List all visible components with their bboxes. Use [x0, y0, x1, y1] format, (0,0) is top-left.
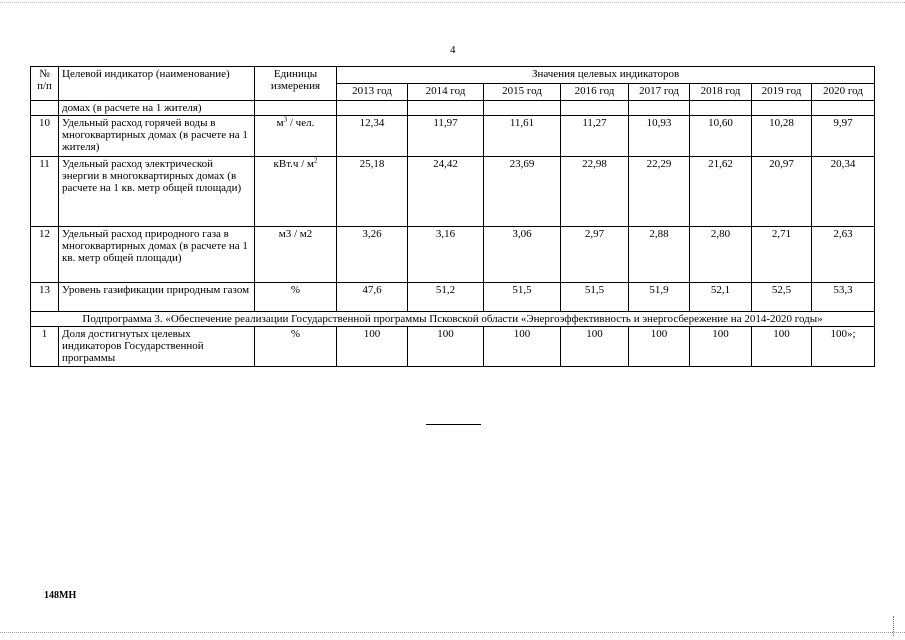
- header-year: 2016 год: [561, 84, 629, 101]
- row-indicator-name: Доля достигнутых целевых индикаторов Государственной программы: [59, 327, 255, 367]
- row-value: 10,60: [690, 116, 752, 157]
- row-value: 47,6: [337, 283, 408, 312]
- row-num: 13: [31, 283, 59, 312]
- header-indicator: Целевой индикатор (наименование): [59, 67, 255, 101]
- header-year: 2020 год: [812, 84, 875, 101]
- subprogram-title: Подпрограмма 3. «Обеспечение реализации Государственной программы Псковской области «Энергоэффективность и энергосбережение на 2014-2020 годы»: [31, 312, 875, 327]
- header-year: 2019 год: [752, 84, 812, 101]
- table-row: [31, 227, 875, 283]
- row-unit: м3 / м2: [255, 227, 337, 283]
- target-indicators-table: [30, 66, 875, 367]
- row-num: 12: [31, 227, 59, 283]
- continued-text: домах (в расчете на 1 жителя): [59, 101, 255, 116]
- header-units: Единицы измерения: [255, 67, 337, 101]
- row-value: 52,1: [690, 283, 752, 312]
- row-value: 25,18: [337, 157, 408, 227]
- row-value: 11,27: [561, 116, 629, 157]
- scan-edge-mark: [893, 616, 894, 636]
- footer-code: 148МН: [44, 590, 77, 601]
- row-value: 2,97: [561, 227, 629, 283]
- header-year: 2015 год: [484, 84, 561, 101]
- row-value: 11,97: [408, 116, 484, 157]
- row-value: 22,98: [561, 157, 629, 227]
- header-year: 2013 год: [337, 84, 408, 101]
- row-value: 100: [337, 327, 408, 367]
- row-value: 9,97: [812, 116, 875, 157]
- row-value: 10,93: [629, 116, 690, 157]
- row-value: 10,28: [752, 116, 812, 157]
- row-indicator-name: Удельный расход электрической энергии в многоквартирных домах (в расчете на 1 кв. метр общей площади): [59, 157, 255, 227]
- row-value: 12,34: [337, 116, 408, 157]
- row-unit: $м^3$ / чел.: [255, 116, 337, 157]
- row-value: 51,5: [484, 283, 561, 312]
- row-value: 100: [752, 327, 812, 367]
- row-value: 100: [484, 327, 561, 367]
- row-value: 24,42: [408, 157, 484, 227]
- row-value: 100: [561, 327, 629, 367]
- header-year: 2017 год: [629, 84, 690, 101]
- page-number: 4: [450, 44, 456, 56]
- header-num: № п/п: [31, 67, 59, 101]
- table-row: [31, 283, 875, 312]
- row-indicator-name: Удельный расход горячей воды в многоквартирных домах (в расчете на 1 жителя): [59, 116, 255, 157]
- header-year: 2014 год: [408, 84, 484, 101]
- scan-edge-bottom: [0, 632, 905, 633]
- row-unit: %: [255, 327, 337, 367]
- subprogram-row: [31, 312, 875, 327]
- table-row: [31, 116, 875, 157]
- row-value: 100: [629, 327, 690, 367]
- table-row: [31, 327, 875, 367]
- row-value: 22,29: [629, 157, 690, 227]
- row-value: 20,97: [752, 157, 812, 227]
- row-value: 53,3: [812, 283, 875, 312]
- section-divider: [426, 424, 481, 425]
- row-value: 20,34: [812, 157, 875, 227]
- row-value: 100»;: [812, 327, 875, 367]
- header-year: 2018 год: [690, 84, 752, 101]
- row-value: 3,16: [408, 227, 484, 283]
- table-row: [31, 157, 875, 227]
- row-value: 3,26: [337, 227, 408, 283]
- row-value: 11,61: [484, 116, 561, 157]
- row-value: 100: [690, 327, 752, 367]
- row-value: 2,88: [629, 227, 690, 283]
- row-value: 23,69: [484, 157, 561, 227]
- row-num: 1: [31, 327, 59, 367]
- scan-edge-top: [0, 2, 905, 3]
- row-value: 51,9: [629, 283, 690, 312]
- row-unit: $кВт.ч / м^2$: [255, 157, 337, 227]
- row-value: 3,06: [484, 227, 561, 283]
- row-value: 2,71: [752, 227, 812, 283]
- row-value: 51,2: [408, 283, 484, 312]
- row-value: 52,5: [752, 283, 812, 312]
- row-value: 51,5: [561, 283, 629, 312]
- row-indicator-name: Уровень газификации природным газом: [59, 283, 255, 312]
- row-value: 21,62: [690, 157, 752, 227]
- row-value: 100: [408, 327, 484, 367]
- row-value: 2,63: [812, 227, 875, 283]
- row-num: 10: [31, 116, 59, 157]
- row-num: 11: [31, 157, 59, 227]
- table-row-continued: [31, 101, 875, 116]
- header-values-group: Значения целевых индикаторов: [337, 67, 875, 84]
- row-indicator-name: Удельный расход природного газа в многоквартирных домах (в расчете на 1 кв. метр общей площади): [59, 227, 255, 283]
- row-value: 2,80: [690, 227, 752, 283]
- row-unit: %: [255, 283, 337, 312]
